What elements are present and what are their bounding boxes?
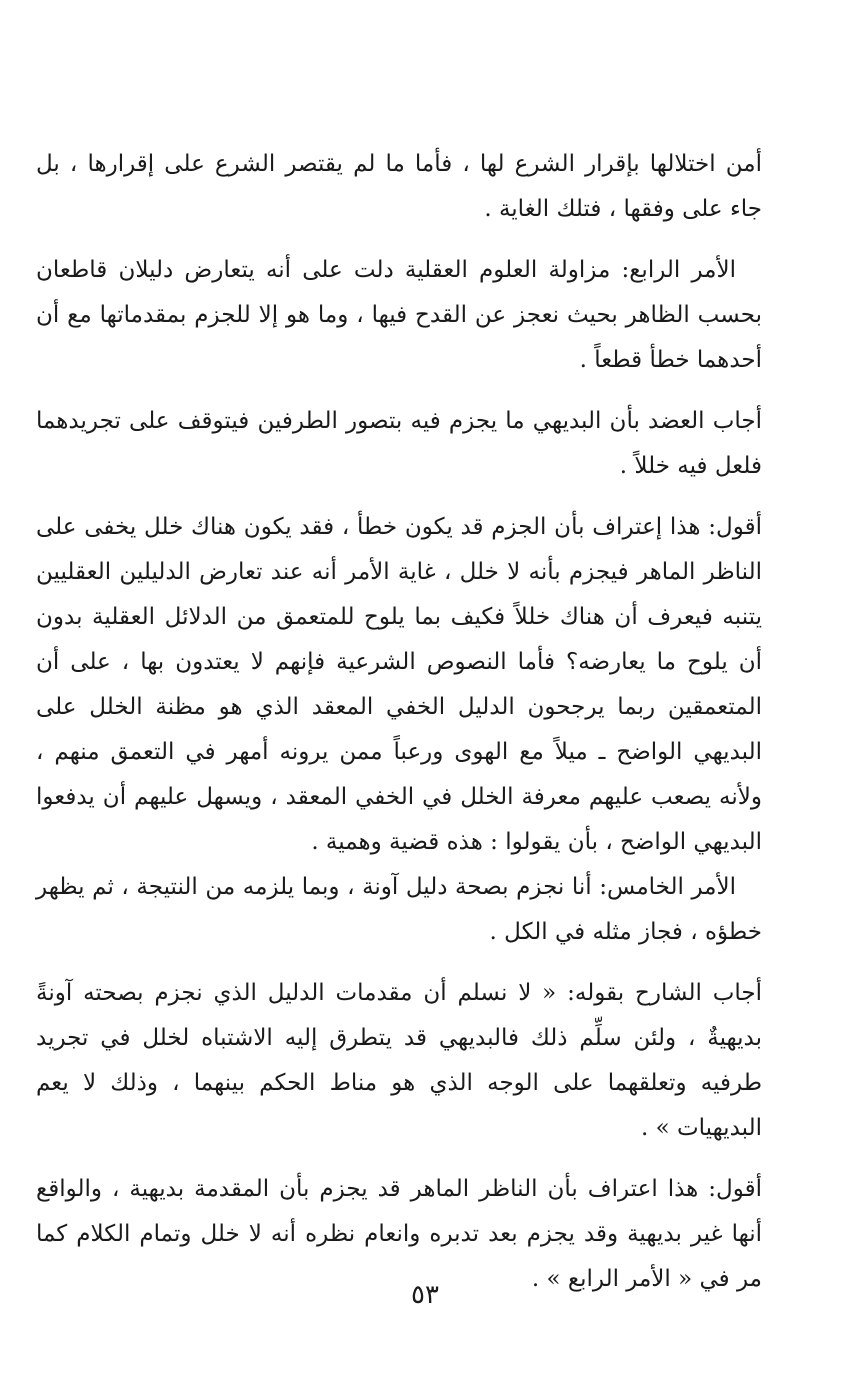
paragraph-continuation: أمن اختلالها بإقرار الشرع لها ، فأما ما لم يقتصر الشرع على إقرارها ، بل جاء على وفقها ، فتلك الغاية . xyxy=(36,151,762,222)
text-column xyxy=(36,142,762,1318)
page-number: ٥٣ xyxy=(411,1280,439,1310)
paragraph-commentator-answer: أجاب الشارح بقوله: « لا نسلم أن مقدمات الدليل الذي نجزم بصحته آونةً بديهيةٌ ، ولئن سلِّم ذلك فالبديهي قد يتطرق إليه الاشتباه لخلل في تجريد طرفيه وتعلقهما على الوجه الذي هو مناط الحكم بينهما ، وذلك لا يعم البديهيات » . xyxy=(36,980,762,1141)
paragraph-author-reply-1: أقول: هذا إعتراف بأن الجزم قد يكون خطأ ، فقد يكون هناك خلل يخفى على الناظر الماهر فيجزم بأنه لا خلل ، غاية الأمر أنه عند تعارض الدليلين العقليين يتنبه فيعرف أن هناك خللاً فكيف بما يلوح للمتعمق من الدلائل العقلية بدون أن يلوح ما يعارضه؟ فأما النصوص الشرعية فإنهم لا يعتدون بها ، على أن المتعمقين ربما يرجحون الدليل الخفي المعقد الذي هو مظنة الخلل على البديهي الواضح ـ ميلاً مع الهوى ورعباً ممن يرونه أمهر في التعمق منهم ، ولأنه يصعب عليهم معرفة الخلل في الخفي المعقد ، ويسهل عليهم أن يدفعوا البديهي الواضح ، بأن يقولوا : هذه قضية وهمية . xyxy=(36,514,763,855)
paragraph-author-reply-2: أقول: هذا اعتراف بأن الناظر الماهر قد يجزم بأن المقدمة بديهية ، والواقع أنها غير بديهية وقد يجزم بعد تدبره وانعام نظره أنه لا خلل وتمام الكلام كما مر في « الأمر الرابع » . xyxy=(36,1176,762,1292)
paragraph-fourth-matter: الأمر الرابع: مزاولة العلوم العقلية دلت على أنه يتعارض دليلان قاطعان بحسب الظاهر بحيث نعجز عن القدح فيها ، وما هو إلا للجزم بمقدماتها مع أن أحدهما خطأ قطعاً . xyxy=(36,257,762,373)
paragraph-adud-answer: أجاب العضد بأن البديهي ما يجزم فيه بتصور الطرفين فيتوقف على تجريدهما فلعل فيه خللاً . xyxy=(36,408,762,479)
paragraph-fifth-matter: الأمر الخامس: أنا نجزم بصحة دليل آونة ، وبما يلزمه من النتيجة ، ثم يظهر خطؤه ، فجاز مثله في الكل . xyxy=(36,874,762,945)
